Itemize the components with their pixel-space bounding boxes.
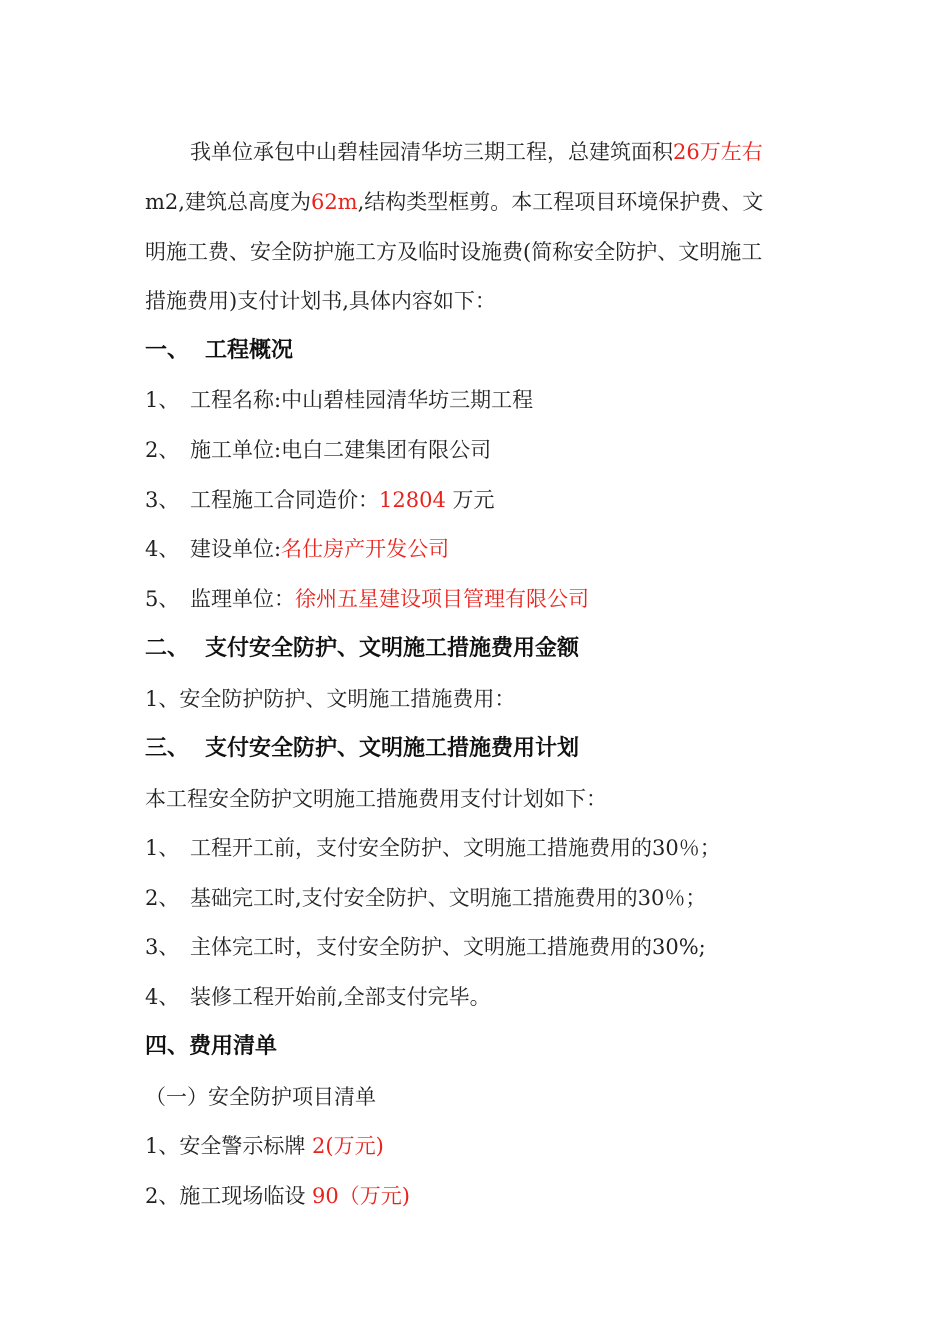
section-1-heading: 一、 工程概况 — [145, 338, 294, 363]
list-item: 4、 装修工程开始前,全部支付完毕。 — [145, 985, 491, 1009]
section-3-heading: 三、 支付安全防护、文明施工措施费用计划 — [145, 736, 580, 761]
section-4-heading: 四、费用清单 — [145, 1034, 278, 1059]
list-item: 1、 工程开工前，支付安全防护、文明施工措施费用的30％； — [145, 836, 721, 860]
list-item: 2、 基础完工时,支付安全防护、文明施工措施费用的30％； — [145, 886, 707, 910]
section-3-intro: 本工程安全防护文明施工措施费用支付计划如下： — [145, 787, 607, 811]
list-item: 2、 施工单位:电白二建集团有限公司 — [145, 438, 492, 462]
cost-value: 2(万元) — [312, 1134, 384, 1158]
height-value: 62m — [310, 190, 358, 214]
cost-value: 90（万元) — [312, 1184, 410, 1208]
list-item: 2、施工现场临设 90（万元) — [145, 1184, 410, 1208]
section-2-item: 1、安全防护防护、文明施工措施费用： — [145, 687, 516, 711]
contract-price: 12804 — [379, 488, 446, 512]
list-item: 3、 主体完工时，支付安全防护、文明施工措施费用的30%; — [145, 935, 706, 959]
supervisor-name: 徐州五星建设项目管理有限公司 — [295, 587, 589, 611]
intro-line-3: 明施工费、安全防护施工方及临时设施费(简称安全防护、文明施工 — [145, 240, 763, 264]
area-value: 26万左右 — [673, 140, 763, 164]
list-item: 5、 监理单位：徐州五星建设项目管理有限公司 — [145, 587, 589, 611]
intro-line-4: 措施费用)支付计划书,具体内容如下： — [145, 289, 496, 313]
list-item: 3、 工程施工合同造价：12804 万元 — [145, 488, 495, 512]
developer-name: 名仕房产开发公司 — [281, 537, 450, 561]
list-item: 1、安全警示标牌 2(万元) — [145, 1134, 384, 1158]
intro-line-1: 我单位承包中山碧桂园清华坊三期工程，总建筑面积26万左右 — [190, 140, 763, 164]
list-item: 1、 工程名称:中山碧桂园清华坊三期工程 — [145, 388, 534, 412]
section-2-heading: 二、 支付安全防护、文明施工措施费用金额 — [145, 636, 580, 661]
section-4-subheading: （一）安全防护项目清单 — [145, 1085, 376, 1109]
list-item: 4、 建设单位:名仕房产开发公司 — [145, 537, 450, 561]
intro-line-2: m2,建筑总高度为62m,结构类型框剪。本工程项目环境保护费、文 — [145, 190, 764, 214]
